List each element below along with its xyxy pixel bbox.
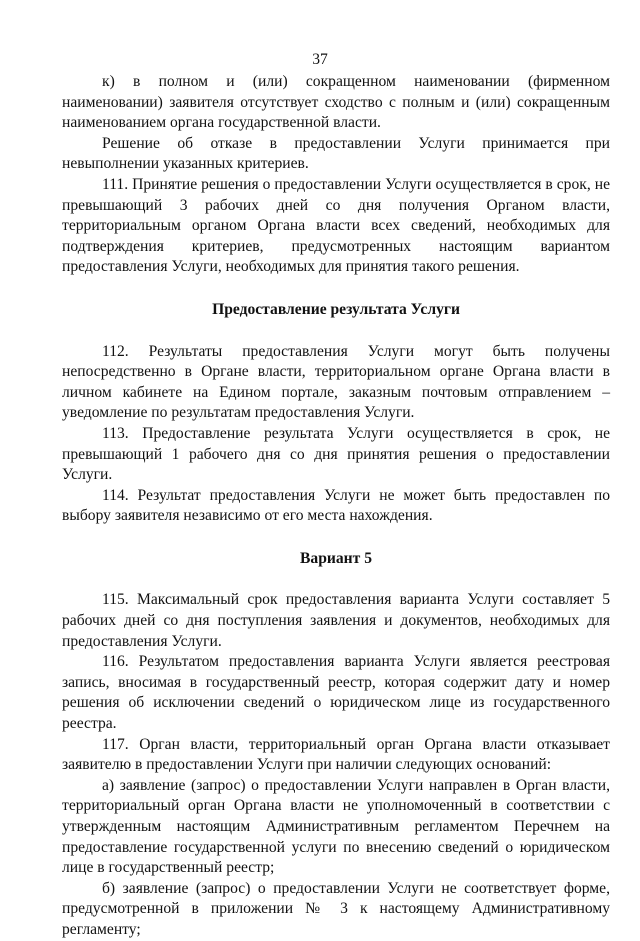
- paragraph-117: 117. Орган власти, территориальный орган Органа власти отказывает заявителю в предоставлении Услуги при наличии следующих оснований:: [62, 735, 610, 774]
- paragraph-117-a: а) заявление (запрос) о предоставлении Услуги направлен в Орган власти, территориальный орган Органа власти не уполномоченный в соответствии с утвержденным настоящим Административным регламентом Перечнем на предоставление государственной услуги по внесению сведений о юридическом лице в государственный реестр;: [62, 776, 610, 877]
- paragraph-115: 115. Максимальный срок предоставления варианта Услуги составляет 5 рабочих дней со дня поступления заявления и документов, необходимых для предоставления Услуги.: [62, 591, 610, 650]
- paragraph-117-b: б) заявление (запрос) о предоставлении Услуги не соответствует форме, предусмотренной в приложении № 3 к настоящему Административному регламенту;: [62, 879, 610, 938]
- paragraph-111: 111. Принятие решения о предоставлении Услуги осуществляется в срок, не превышающий 3 рабочих дней со дня получения Органом власти, территориальным органом Органа власти всех сведений, необходимых для подтверждения критериев, предусмотренных настоящим вариантом предоставления Услуги, необходимых для принятия такого решения.: [62, 175, 610, 276]
- paragraph-112: 112. Результаты предоставления Услуги могут быть получены непосредственно в Органе власти, территориальном органе Органа власти в личном кабинете на Едином портале, заказным почтовым отправлением – уведомление по результатам предоставления Услуги.: [62, 342, 610, 422]
- page-number: 37: [312, 51, 328, 68]
- paragraph-116: 116. Результатом предоставления варианта Услуги является реестровая запись, вносимая в государственный реестр, которая содержит дату и номер решения об исключении сведений о юридическом лице из государственного реестра.: [62, 653, 610, 733]
- paragraph-k: к) в полном и (или) сокращенном наименовании (фирменном наименовании) заявителя отсутствует сходство с полным и (или) сокращенным наименованием органа государственной власти.: [62, 73, 610, 132]
- section-heading-variant-5: Вариант 5: [300, 549, 372, 567]
- paragraph-refusal-decision: Решение об отказе в предоставлении Услуги принимается при невыполнении указанных критериев.: [62, 134, 610, 173]
- document-body: [62, 72, 610, 941]
- section-heading-result: Предоставление результата Услуги: [212, 300, 460, 318]
- paragraph-114: 114. Результат предоставления Услуги не может быть предоставлен по выбору заявителя независимо от его места нахождения.: [62, 486, 610, 525]
- paragraph-113: 113. Предоставление результата Услуги осуществляется в срок, не превышающий 1 рабочего дня со дня принятия решения о предоставлении Услуги.: [62, 424, 610, 484]
